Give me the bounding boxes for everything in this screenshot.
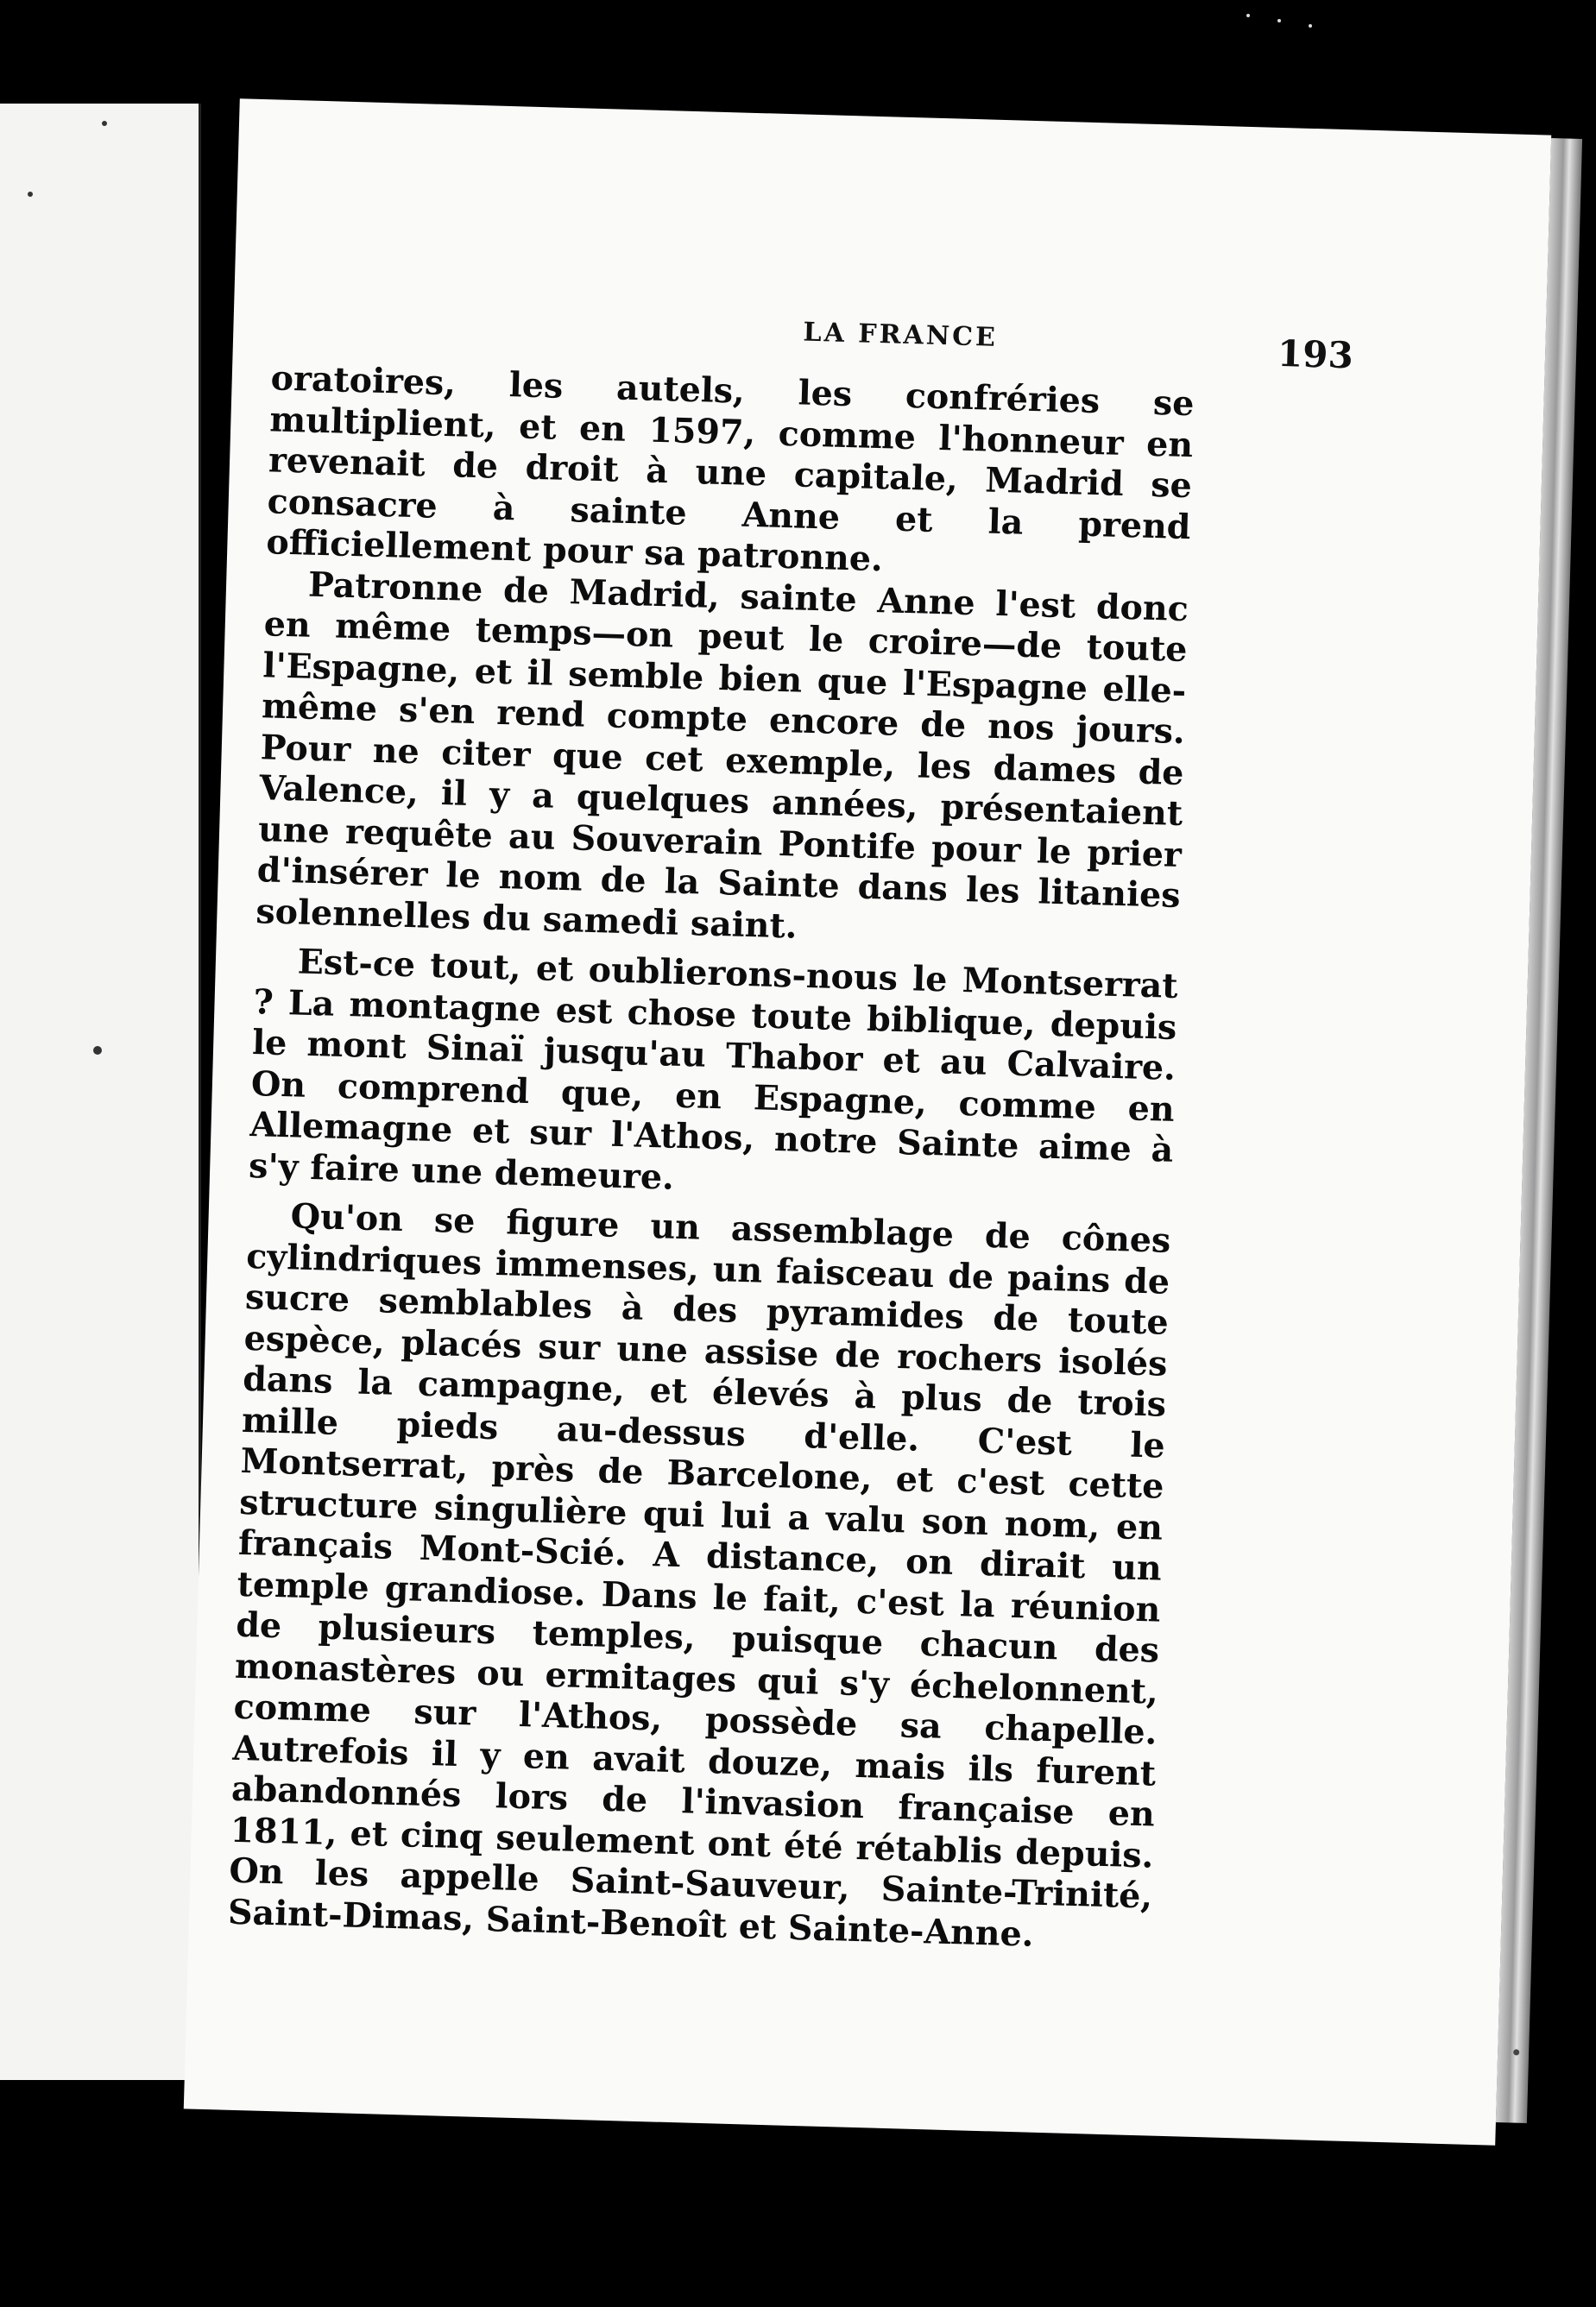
paragraph: oratoires, les autels, les confréries se multiplient, et en 1597, comme l'honneur en revenait de droit à une capitale, Madrid se consacre à sainte Anne et la prend officiellement pour sa patronne.: [265, 358, 1195, 580]
page-speck: [93, 1046, 102, 1055]
paragraph: Qu'on se figure un assemblage de cônes cylindriques immenses, un faisceau de pains de sucre semblables à des pyramides de toute espèce, placés sur une assise de rochers isolés dans la campagne, et élevés à plus de trois mille pieds au-dessus d'elle. C'est le Montserrat, près de Barcelone, et c'est cette structure singulière qui lui a valu son nom, en français Mont-Scié. A distance, on dirait un temple grandiose. Dans le fait, c'est la réunion de plusieurs temples, puisque chacun des monastères ou ermitages qui s'y échelonnent, comme sur l'Athos, possède sa chapelle. Autrefois il y en avait douze, mais ils furent abandonnés lors de l'invasion française en 1811, et cinq seulement ont été rétablis depuis. On les appelle Saint-Sauveur, Sainte-Trinité, Saint-Dimas, Saint-Benoît et Sainte-Anne.: [227, 1196, 1171, 1955]
page-speck: [28, 192, 33, 197]
page-speck: [102, 121, 107, 126]
facing-page-edge: [0, 104, 201, 2080]
running-title: LA FRANCE: [803, 317, 999, 353]
body-text: [227, 358, 1195, 1958]
paragraph: Est-ce tout, et oublierons-nous le Montserrat ? La montagne est chose toute biblique, depuis le mont Sinaï jusqu'au Thabor et au Calvaire. On comprend que, en Espagne, comme en Allemagne et sur l'Athos, notre Sainte aime à s'y faire une demeure.: [248, 942, 1179, 1198]
paragraph: Patronne de Madrid, sainte Anne l'est donc en même temps—on peut le croire—de toute l'Espagne, et il semble bien que l'Espagne elle-même s'en rend compte encore de nos jours. Pour ne citer que cet exemple, les dames de Valence, il y a quelques années, présentaient une requête au Souverain Pontife pour le prier d'insérer le nom de la Sainte dans les litanies solennelles du samedi saint.: [255, 564, 1189, 947]
scan-specks: [1243, 9, 1347, 35]
page-number: 193: [1277, 331, 1354, 377]
book-page: [184, 98, 1551, 2146]
